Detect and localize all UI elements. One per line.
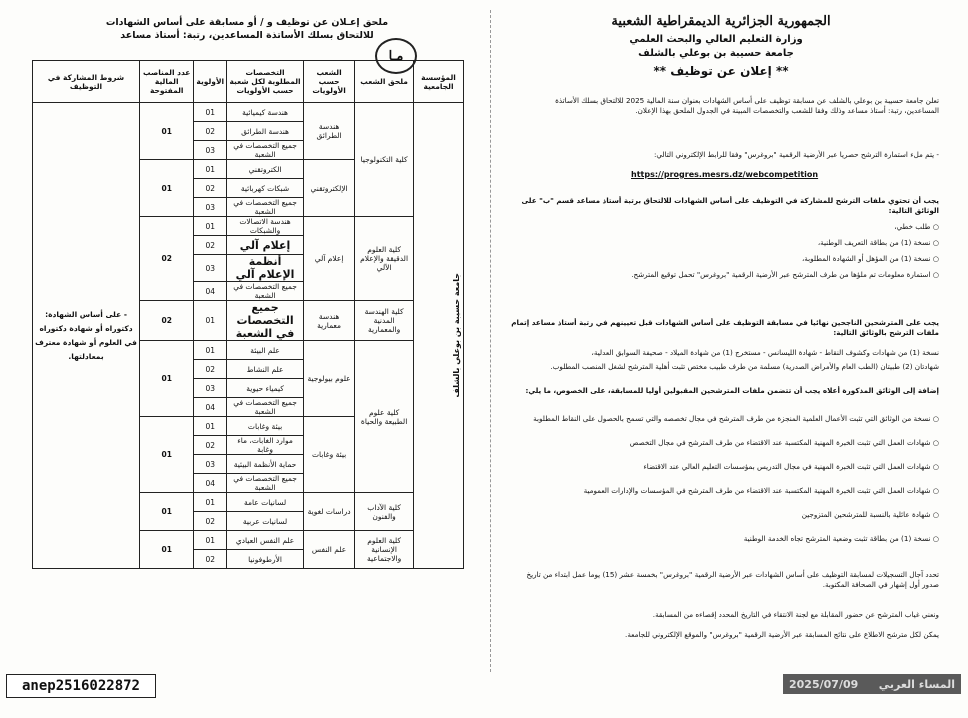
specialty-cell: موارد الغابات، ماء وغابة (227, 436, 304, 455)
ad-reference-id: anep2516022872 (6, 674, 156, 698)
specialty-cell: جميع التخصصات في الشعبة (227, 198, 304, 217)
deadline-paragraph: تحدد آجال التسجيلات لمسابقة التوظيف على أساس الشهادات عبر الأرضية الرقمية "بروغرس" بخمسة عشر (15) يوما عمل ابتداء من تاريخ صدور أول إشهار في الصحافة المكتوبة. (526, 570, 939, 589)
posts-cell: 01 (140, 103, 194, 160)
final-line-2: شهادتان (2) طبيتان (الطب العام والأمراض الصدرية) مسلمة من طرف طبيب مختص تثبت أهلية المترشح لشغل المنصب المطلوب. (550, 362, 939, 371)
priority-cell: 02 (194, 360, 227, 379)
publication-source: المساء العربي (878, 677, 955, 691)
specialty-cell: جميع التخصصات في الشعبة (227, 474, 304, 493)
posts-cell: 01 (140, 160, 194, 217)
priority-cell: 02 (194, 550, 227, 569)
posts-cell: 01 (140, 531, 194, 569)
specialty-cell: كيمياء حيوية (227, 379, 304, 398)
institution-name: جامعة حسيبة بن بوعلي بالشلف (452, 273, 461, 398)
absence-note: ونعني غياب المترشح عن حضور المقابلة مع لجنة الانتقاء في التاريخ المحدد إقصاءه من المسابقة. (652, 610, 939, 619)
platform-url-link[interactable]: https://progres.mesrs.dz/webcompetition (631, 170, 819, 179)
field-cell: هندسة معمارية (303, 301, 354, 341)
field-cell: دراسات لغوية (303, 493, 354, 531)
priority-cell: 01 (194, 301, 227, 341)
specialty-cell: بيئة وغابات (227, 417, 304, 436)
faculty-cell: كلية الهندسة المدنية والمعمارية (355, 301, 414, 341)
priority-cell: 01 (194, 103, 227, 122)
faculty-cell: كلية التكنولوجيا (355, 103, 414, 217)
field-cell: إعلام آلي (303, 217, 354, 301)
priority-cell: 02 (194, 179, 227, 198)
republic-heading: الجمهورية الجزائرية الديمقراطية الشعبية (611, 14, 831, 29)
criteria-item: ○ شهادات العمل التي تثبت الخبرة المهنية المكتسبة عند الاقتضاء من طرف المترشح في المؤسسات والإدارات العمومية (511, 486, 939, 496)
header-specialty: التخصصات المطلوبة لكل شعبة حسب الأولويات (227, 61, 304, 103)
faculty-cell: كلية العلوم الإنسانية والاجتماعية (355, 531, 414, 569)
publication-date: 2025/07/09 (789, 677, 859, 691)
results-note: يمكن لكل مترشح الاطلاع على نتائج المسابقة عبر الأرضية الرقمية "بروغرس" والموقع الإلكتروني للجامعة. (625, 630, 939, 639)
field-cell: هندسة الطرائق (303, 103, 354, 160)
annex-title (92, 16, 402, 42)
conditions-cell: - على أساس الشهادة: دكتوراه أو شهادة دكتوراه في العلوم أو شهادة معترف بمعادلتها. (33, 103, 140, 569)
specialty-cell: هندسة كيميائية (227, 103, 304, 122)
specialty-cell: لسانيات عامة (227, 493, 304, 512)
specialty-cell: الكتروتقني (227, 160, 304, 179)
priority-cell: 04 (194, 282, 227, 301)
priority-cell: 01 (194, 217, 227, 236)
faculty-cell: كلية الآداب والفنون (355, 493, 414, 531)
field-cell: بيئة وغابات (303, 417, 354, 493)
priority-cell: 02 (194, 236, 227, 255)
dossier-item: ○ نسخة (1) من بطاقة التعريف الوطنية، (519, 238, 939, 248)
specialty-cell: علم البيئة (227, 341, 304, 360)
header-priority: الأولوية (194, 61, 227, 103)
field-cell: الإلكتروتقني (303, 160, 354, 217)
posts-cell: 01 (140, 493, 194, 531)
priority-cell: 02 (194, 122, 227, 141)
specialty-cell: جميع التخصصات في الشعبة (227, 141, 304, 160)
header-conditions: شروط المشاركة في التوظيف (33, 61, 140, 103)
university-heading: جامعة حسيبة بن بوعلي بالشلف (638, 48, 794, 59)
posts-cell: 02 (140, 217, 194, 301)
final-line-1: نسخة (1) من شهادات وكشوف النقاط - شهادة الليسانس - مستخرج (1) من شهادة الميلاد - صحيفة السوابق العدلية، (591, 348, 939, 357)
specialty-cell: لسانيات عربية (227, 512, 304, 531)
final-heading: يجب على المترشحين الناجحين نهائيا في مسابقة التوظيف على أساس الشهادات قبل تعيينهم في رتبة أستاذ مساعد إتمام ملفات الترشح بالوثائق التالية: (511, 318, 939, 337)
dossier-heading: يجب أن تحتوي ملفات الترشح للمشاركة في التوظيف على أساس الشهادات للالتحاق برتبة أستاذ مساعد قسم "ب" على الوثائق التالية: (521, 196, 939, 215)
criteria-item: ○ نسخة (1) من بطاقة تثبت وضعية المترشح تجاه الخدمة الوطنية (511, 534, 939, 544)
intro-paragraph: تعلن جامعة حسيبة بن بوعلي بالشلف عن مسابقة توظيف على أساس الشهادات بعنوان سنة المالية 2025 للالتحاق بسلك الأساتذة المساعدين، رتبة: أستاذ مساعد وذلك وفقا للشعب والتخصصات المبينة في الجدول الملحق بهذا الإعلان. (555, 96, 939, 115)
priority-cell: 03 (194, 141, 227, 160)
publication-strip (783, 674, 961, 694)
header-faculty: ملحق الشعب (355, 61, 414, 103)
specialty-cell: حماية الأنظمة البيئية (227, 455, 304, 474)
priority-cell: 01 (194, 417, 227, 436)
field-cell: علم النفس (303, 531, 354, 569)
priority-cell: 01 (194, 341, 227, 360)
priority-cell: 03 (194, 198, 227, 217)
priority-cell: 03 (194, 379, 227, 398)
dossier-item: ○ طلب خطي، (519, 222, 939, 232)
priority-cell: 03 (194, 455, 227, 474)
priority-cell: 03 (194, 255, 227, 282)
priority-cell: 02 (194, 436, 227, 455)
announcement-page (490, 10, 953, 672)
annex-table (32, 60, 464, 569)
criteria-item: ○ شهادة عائلية بالنسبة للمترشحين المتزوجين (511, 510, 939, 520)
annex-page (22, 14, 466, 672)
posts-cell: 01 (140, 417, 194, 493)
priority-cell: 04 (194, 398, 227, 417)
priority-cell: 04 (194, 474, 227, 493)
specialty-cell: جميع التخصصات في الشعبة (227, 282, 304, 301)
priority-cell: 01 (194, 531, 227, 550)
dossier-item: ○ استمارة معلومات تم ملؤها من طرف المترشح عبر الأرضية الرقمية "بروغرس" تحمل توقيع المترشح. (519, 270, 939, 280)
specialty-cell: علم النفس العيادي (227, 531, 304, 550)
header-posts: عدد المناصب المالية المفتوحة (140, 61, 194, 103)
specialty-cell: جميع التخصصات في الشعبة (227, 301, 304, 341)
annex-title-line2: للالتحاق بسلك الأساتذة المساعدين، رتبة: أستاذ مساعد (120, 30, 374, 41)
ministry-heading: وزارة التعليم العالي والبحث العلمي (629, 34, 803, 45)
ministry-seal: مـا (375, 38, 417, 74)
priority-cell: 02 (194, 512, 227, 531)
faculty-cell: كلية علوم الطبيعة والحياة (355, 341, 414, 493)
criteria-item: ○ نسخة من الوثائق التي تثبت الأعمال العلمية المنجزة من طرف المترشح في مجال تخصصه والتي تسمح بالحصول على النقاط المطلوبة (511, 414, 939, 424)
specialty-cell: جميع التخصصات في الشعبة (227, 398, 304, 417)
specialty-cell: أنظمة الإعلام آلي (227, 255, 304, 282)
specialty-cell: هندسة الطرائق (227, 122, 304, 141)
header-field: الشعب حسب الأولويات (303, 61, 354, 103)
criteria-item: ○ شهادات العمل التي تثبت الخبرة المهنية المكتسبة عند الاقتضاء من طرف المترشح في مجال التخصص (511, 438, 939, 448)
specialty-cell: علم النشاط (227, 360, 304, 379)
priority-cell: 01 (194, 160, 227, 179)
specialty-cell: إعلام آلي (227, 236, 304, 255)
specialty-cell: الأرطوفونيا (227, 550, 304, 569)
table-row (33, 103, 464, 122)
announcement-title: ** إعلان عن توظيف ** (653, 64, 789, 78)
posts-cell: 01 (140, 341, 194, 417)
posts-cell: 02 (140, 301, 194, 341)
specialty-cell: هندسة الاتصالات والشبكات (227, 217, 304, 236)
platform-line: - يتم ملء استمارة الترشح حصريا عبر الأرضية الرقمية "بروغرس" وفقا للرابط الإلكتروني التالي: (653, 150, 939, 159)
criteria-item: ○ شهادات العمل التي تثبت الخبرة المهنية في مجال التدريس بمؤسسات التعليم العالي عند الاقتضاء (511, 462, 939, 472)
faculty-cell: كلية العلوم الدقيقة والإعلام الآلي (355, 217, 414, 301)
dossier-item: ○ نسخة (1) من المؤهل أو الشهادة المطلوبة، (519, 254, 939, 264)
criteria-heading: إضافة إلى الوثائق المذكورة أعلاه يجب أن تتضمن ملفات المترشحين المقبولين أوليا للمسابقة، على الخصوص، ما يلي: (525, 386, 939, 395)
annex-title-line1: ملحق إعـلان عن توظيف و / أو مسابقة على أساس الشهادات (105, 17, 389, 28)
header-institution: المؤسسة الجامعية (414, 61, 464, 103)
priority-cell: 01 (194, 493, 227, 512)
institution-cell (414, 103, 464, 569)
specialty-cell: شبكات كهربائية (227, 179, 304, 198)
field-cell: علوم بيولوجية (303, 341, 354, 417)
